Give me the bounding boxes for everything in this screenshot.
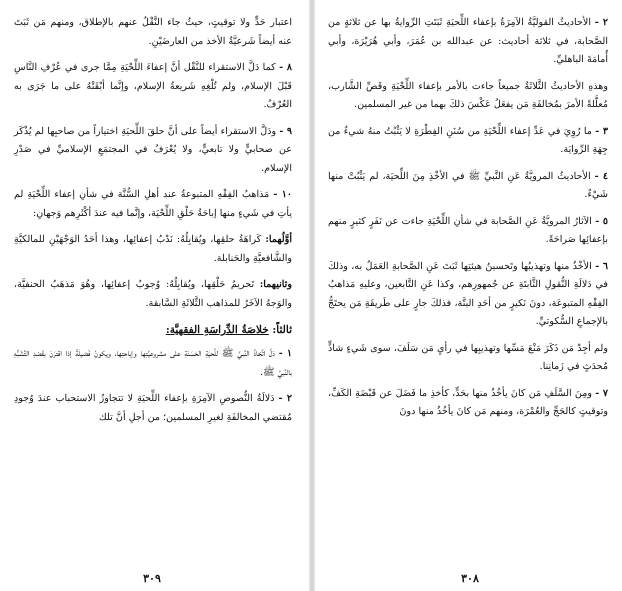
paragraph-8 <box>14 59 292 115</box>
item-number: ٩ - <box>279 125 292 137</box>
paragraph-text: ودَلَّ الاستقراء أيضاً على أنَّ حلقَ اللِّحيَةِ اختياراً من صاحبِها لم يُذْكَر عن صحابيٍّ ولا تابعيٍّ، ولا يُعْرَفُ في المجتمَعِ الإسلاميِّ في صَدْرِ الإسلام. <box>14 125 292 174</box>
section-heading-prefix: ثالثاً: <box>272 324 292 336</box>
paragraph-r7 <box>328 385 608 422</box>
paragraph-text: كَراهَةُ حلقِها، ويُقابِلُهُ: نَدْبُ إعفائِها، وهذا أحَدُ الوَجْهَيْنِ للمالكيَّةِ والشَّافعيَّةِ والحَنابلة. <box>14 234 292 264</box>
paragraph-text: ولم أجِدْ مَن ذَكَرَ مَنْعَ مَسِّها وتهذيبِها في رأيِ مَن سَلَفَ، سوى شَيءٍ شاذٍّ مُحدَثٍ في زَمانِنا. <box>328 342 608 372</box>
right-page <box>318 0 622 591</box>
book-gutter <box>309 0 315 591</box>
paragraph-text: مَذاهبُ الفِقْهِ المتبوعةُ عند أهلِ السُّنَّة في شأنِ إعفاء اللِّحْيَةِ لم يأتِ في شَيءٍ منها إباحَةُ حَلْقِ اللِّحْيَة، وإنَّما فيه عندَ أكْثَرِهم وَجهانِ: <box>14 189 292 219</box>
paragraph-text: الآثارُ المرويَّةُ عَنِ الصَّحابة في شأنِ اللِّحْيَةِ جاءت عن نَفَرٍ كثيرٍ منهم بإعفائِها صَراحَةً. <box>328 215 608 245</box>
paragraph-text: الأحاديثُ المرويَّةُ عَنِ النَّبيِّ ﷺ في الأخْذِ مِنَ اللِّحيَة، لم يَثْبُتْ منها شَيْءٌ. <box>328 170 608 200</box>
paragraph-text: دَلَّ اتِّخاذُ النَّبيِّ ﷺ للِّحيَةِ الحَسَنَةِ على مشروعيَّتِها وإباحتِها، ويكونُ فَضيلَةً إذا اقترَنَ بقَصْدِ التَّشَبُّهِ بالنَّبيِّ ﷺ. <box>14 348 292 378</box>
paragraph-text: كما دَلَّ الاستقراء للنَّقْل أنَّ إعفاءَ اللِّحْيَةِ مِمَّا جرى في عُرْفِ النَّاسِ قَبْلَ الإسلام، ولم تُلْغِهِ شَريعةُ الإسلام، وإنَّما أبْقَتْهُ على ما جَرَى به العُرْفُ. <box>14 62 292 110</box>
paragraph-text: دَلالَةُ النُّصوصِ الآمِرَةِ بإعفاء اللِّحيَةِ لا تتجاوزُ الاستحباب عندَ وُجودِ مُقتضي المخالفَةِ لغيرِ المسلمين؛ من أجلِ أنَّ تلك <box>14 393 292 423</box>
item-number: ٥ - <box>595 215 608 227</box>
paragraph-text: ما رُوِيَ في عَدِّ إعفاء اللِّحْيَةِ من سُنَنِ الفِطْرَةِ لا يَثْبُتُ منهُ شيءٌ من جِهَةِ الرِّوايَة. <box>328 125 608 155</box>
paragraph-text: الأخْذُ منها وتهذيبُها وتَحسينُ هيئتِها ثَبَتَ عَنِ الصَّحابةِ العَمَلُ به، وذلكَ في دَلالَةِ النُّقولِ الثَّابتَةِ عن جُمهورِهم، وكذا عَنِ التَّابعين، وعليهِ مَذاهبُ الفِقْهِ المتبوعَة، دونَ نَكيرٍ من أحَدِ البتَّة، فذلكَ جارٍ على طَريقَةِ مَن يحتَجُّ بالإجماعِ السُّكوتيِّ. <box>328 260 608 327</box>
item-number: ٦ - <box>595 260 608 272</box>
summary-item-2 <box>14 390 292 427</box>
lead-term: أوَّلُهما: <box>265 234 292 245</box>
section-heading-title: خلاصَةُ الدِّراسَةِ الفقهيَّة: <box>165 324 269 336</box>
page-number: ٣٠٨ <box>461 572 479 585</box>
left-page <box>0 0 304 591</box>
page-number: ٣٠٩ <box>143 572 161 585</box>
item-number: ٧ - <box>595 387 608 399</box>
item-number: ١ - <box>278 348 292 359</box>
item-number: ٣ - <box>595 125 608 137</box>
paragraph-r6-continued <box>328 340 608 377</box>
item-number: ٨ - <box>279 62 292 73</box>
item-number: ٤ - <box>594 170 608 182</box>
summary-item-1 <box>14 345 292 382</box>
paragraph-intro <box>14 14 292 51</box>
item-number: ٢ - <box>278 393 292 404</box>
paragraph-10 <box>14 186 292 223</box>
paragraph-text: ومِنَ السَّلَفِ مَن كانَ يأخُذُ منها بحَدٍّ، كأخذِ ما فَضَلَ عن قَبْضَةِ الكَفِّ، وتوقيتٍ كالحَجِّ والعُمْرَة، ومنهم مَن كانَ يأخُذُ منها دونَ <box>328 387 608 417</box>
paragraph-r5 <box>328 213 608 250</box>
item-number: ٢ - <box>594 17 608 28</box>
paragraph-text: وهذهِ الأحاديثُ الثَّلاثَةُ جميعاً جاءت بالأمر بإعفاء اللِّحْيَةِ وقَصِّ الشَّارب، مُعلَّلةً الأمرَ بمُخالفَةِ مَن يفعَلُ عَكْسَ ذلكَ بهما من غير المسلمين. <box>328 80 608 110</box>
paragraph-text: تَحريمُ حَلْقِها، ويُقابِلُهُ: وُجوبُ إعفائِها، وهُوَ مَذهَبُ الحنفيَّة، والوَجهُ الآخَرُ للمذاهب الثَّلاثَةِ السَّابقة. <box>14 279 292 309</box>
paragraph-r2 <box>328 14 608 70</box>
item-number: ١٠ - <box>273 189 293 200</box>
paragraph-r3 <box>328 123 608 160</box>
lead-term: وثانيهما: <box>259 279 292 290</box>
paragraph-text: الأحاديثُ القوليَّةُ الآمِرَةُ بإعفاء اللِّحيَةِ ثَبَتَتِ الرِّوايةُ بها عن ثلاثةٍ من الصَّحابة، في ثلاثة أحاديث: عن عبدالله بن عُمَرَ، وأبي هُرَيْرَة، وأبي أُمامَةَ الباهليِّ. <box>328 17 608 65</box>
paragraph-text: اعتبار حَدٍّ ولا توقيتٍ، حيثُ جاء النَّقْلُ عنهم بالإطلاق، ومنهم مَن ثَبَتَ عنه أيضاً شَرعيَّةُ الأخذ من العارضَيْنِ. <box>14 17 292 47</box>
paragraph-r6 <box>328 258 608 332</box>
paragraph-9 <box>14 123 292 179</box>
paragraph-r4 <box>328 168 608 205</box>
paragraph-second-view <box>14 276 292 313</box>
paragraph-r2-continued <box>328 78 608 115</box>
section-heading <box>14 321 292 339</box>
paragraph-first-view <box>14 231 292 268</box>
